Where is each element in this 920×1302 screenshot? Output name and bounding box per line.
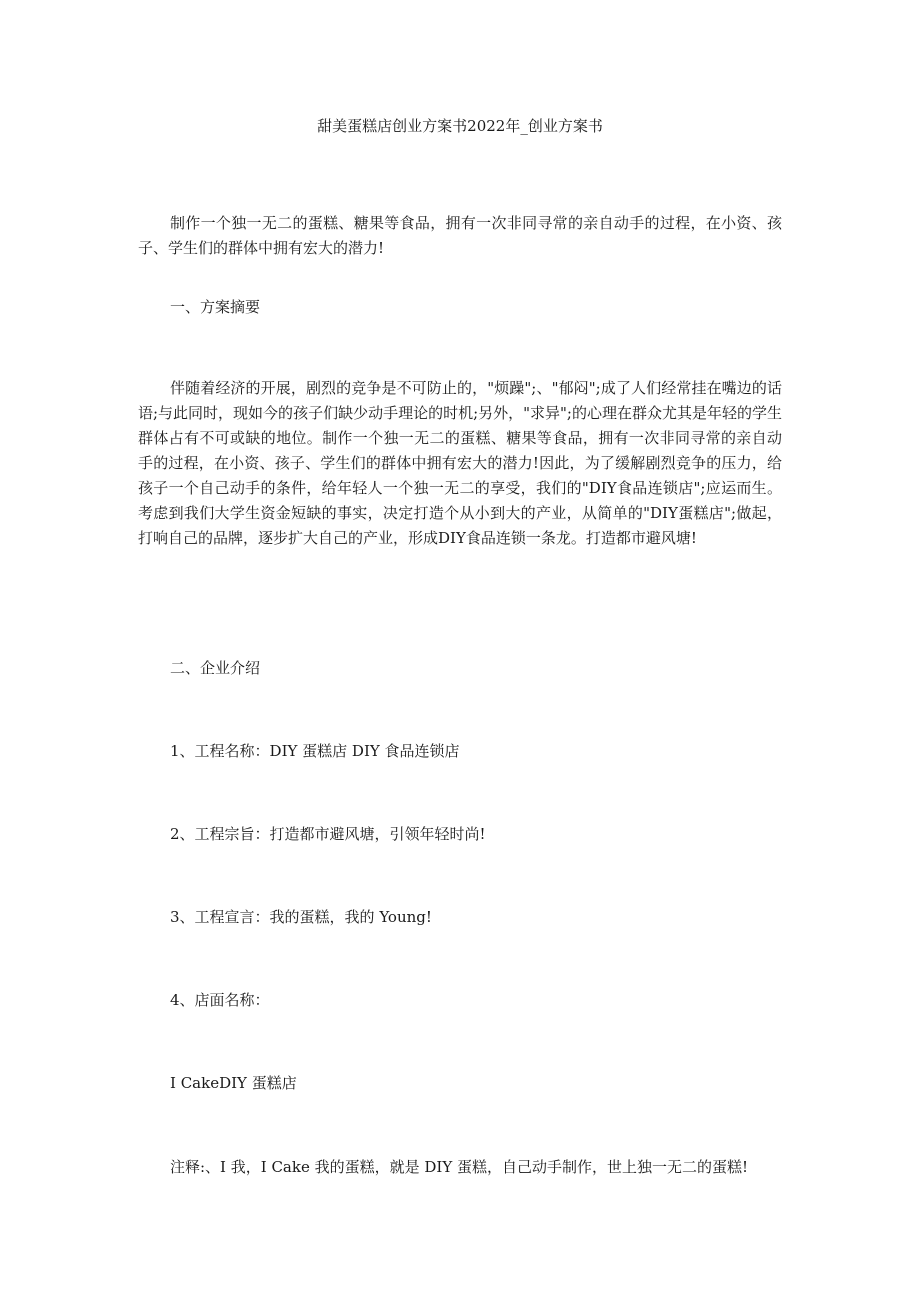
document-title: 甜美蛋糕店创业方案书2022年_创业方案书	[317, 117, 603, 135]
project-slogan-item: 3、工程宣言：我的蛋糕，我的 Young!	[170, 908, 432, 926]
project-purpose-item: 2、工程宗旨：打造都市避风塘，引领年轻时尚!	[170, 825, 486, 843]
store-name-value: I CakeDIY 蛋糕店	[170, 1074, 297, 1092]
summary-paragraph: 伴随着经济的开展，剧烈的竞争是不可防止的，"烦躁";、"郁闷";成了人们经常挂在嘴边的话语;与此同时，现如今的孩子们缺少动手理论的时机;另外，"求异";的心理在群众尤其是年轻的学生群体占有不可或缺的地位。制作一个独一无二的蛋糕、糖果等食品，拥有一次非同寻常的亲自动手的过程，在小资、孩子、学生们的群体中拥有宏大的潜力!因此，为了缓解剧烈竞争的压力，给孩子一个自己动手的条件，给年轻人一个独一无二的享受，我们的"DIY食品连锁店";应运而生。考虑到我们大学生资金短缺的事实，决定打造个从小到大的产业，从简单的"DIY蛋糕店";做起，打响自己的品牌，逐步扩大自己的产业，形成DIY食品连锁一条龙。打造都市避风塘!	[138, 379, 782, 547]
intro-paragraph: 制作一个独一无二的蛋糕、糖果等食品，拥有一次非同寻常的亲自动手的过程，在小资、孩子、学生们的群体中拥有宏大的潜力!	[138, 214, 782, 257]
section-heading-summary: 一、方案摘要	[170, 298, 261, 316]
section-heading-company: 二、企业介绍	[170, 659, 261, 677]
project-name-item: 1、工程名称：DIY 蛋糕店 DIY 食品连锁店	[170, 742, 460, 760]
note-line: 注释:、I 我，I Cake 我的蛋糕，就是 DIY 蛋糕，自己动手制作，世上独一无二的蛋糕!	[170, 1158, 749, 1176]
store-name-label: 4、店面名称：	[170, 991, 270, 1009]
